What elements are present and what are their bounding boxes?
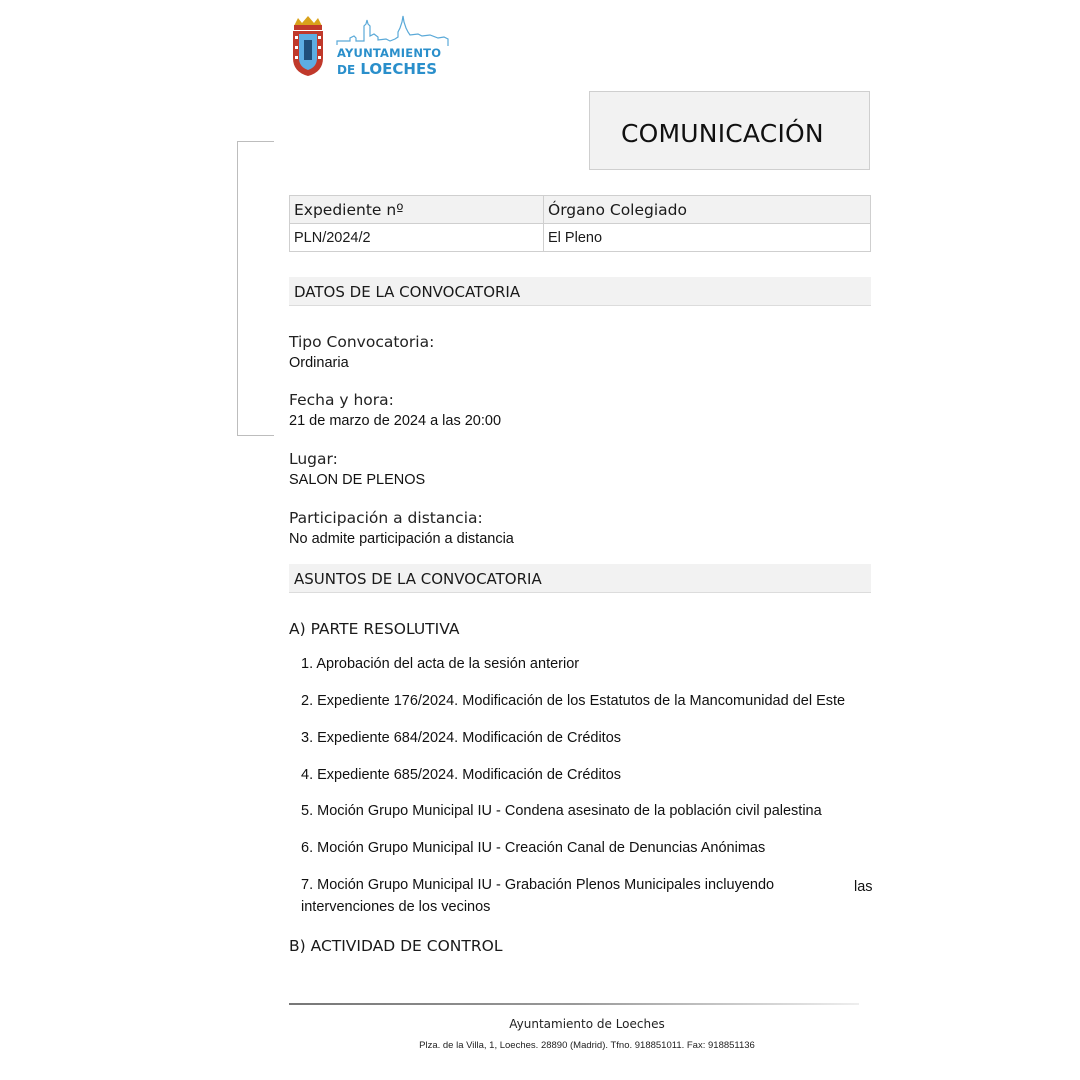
agenda-item-1: 1. Aprobación del acta de la sesión anterior bbox=[301, 656, 580, 672]
field-value-participacion: No admite participación a distancia bbox=[289, 531, 514, 547]
part-a-heading: A) PARTE RESOLUTIVA bbox=[289, 620, 460, 638]
footer-divider bbox=[289, 1003, 859, 1005]
section-datos-title: DATOS DE LA CONVOCATORIA bbox=[294, 283, 521, 301]
header-organo: Órgano Colegiado bbox=[544, 196, 871, 224]
section-datos-bar bbox=[289, 277, 871, 306]
document-title: COMUNICACIÓN bbox=[621, 119, 824, 148]
logo-line2 bbox=[337, 60, 437, 78]
expediente-table bbox=[289, 195, 871, 252]
agenda-item-2: 2. Expediente 176/2024. Modificación de los Estatutos de la Mancomunidad del Este bbox=[301, 693, 846, 709]
field-label-lugar: Lugar: bbox=[289, 450, 338, 468]
side-bracket-decoration bbox=[237, 141, 274, 436]
logo-line1: AYUNTAMIENTO bbox=[337, 46, 442, 60]
agenda-item-7: 7. Moción Grupo Municipal IU - Grabación Plenos Municipales incluyendo bbox=[301, 877, 775, 893]
logo-line2-main: LOECHES bbox=[360, 60, 438, 78]
field-value-lugar: SALON DE PLENOS bbox=[289, 472, 426, 488]
document-title-box bbox=[589, 91, 870, 170]
footer-organization: Ayuntamiento de Loeches bbox=[509, 1017, 665, 1031]
agenda-item-4: 4. Expediente 685/2024. Modificación de Créditos bbox=[301, 767, 622, 783]
section-asuntos-title: ASUNTOS DE LA CONVOCATORIA bbox=[294, 570, 542, 588]
agenda-item-5: 5. Moción Grupo Municipal IU - Condena asesinato de la población civil palestina bbox=[301, 803, 822, 819]
part-b-heading: B) ACTIVIDAD DE CONTROL bbox=[289, 937, 503, 955]
header-expediente: Expediente nº bbox=[290, 196, 544, 224]
agenda-item-3: 3. Expediente 684/2024. Modificación de Créditos bbox=[301, 730, 622, 746]
value-organo: El Pleno bbox=[544, 224, 871, 252]
section-asuntos-bar bbox=[289, 564, 871, 593]
table-header-row bbox=[290, 196, 871, 224]
agenda-item-6: 6. Moción Grupo Municipal IU - Creación Canal de Denuncias Anónimas bbox=[301, 840, 766, 856]
footer-address: Plza. de la Villa, 1, Loeches. 28890 (Madrid). Tfno. 918851011. Fax: 918851136 bbox=[419, 1040, 755, 1051]
field-label-tipo: Tipo Convocatoria: bbox=[289, 333, 435, 351]
agenda-item-7-continuation: intervenciones de los vecinos bbox=[301, 899, 491, 915]
field-label-participacion: Participación a distancia: bbox=[289, 509, 483, 527]
table-row bbox=[290, 224, 871, 252]
field-label-fecha: Fecha y hora: bbox=[289, 391, 394, 409]
logo-line2-prefix: DE bbox=[337, 63, 356, 77]
field-value-tipo: Ordinaria bbox=[289, 355, 349, 371]
agenda-item-7-trailing: las bbox=[854, 879, 873, 895]
value-expediente: PLN/2024/2 bbox=[290, 224, 544, 252]
field-value-fecha: 21 de marzo de 2024 a las 20:00 bbox=[289, 413, 502, 429]
